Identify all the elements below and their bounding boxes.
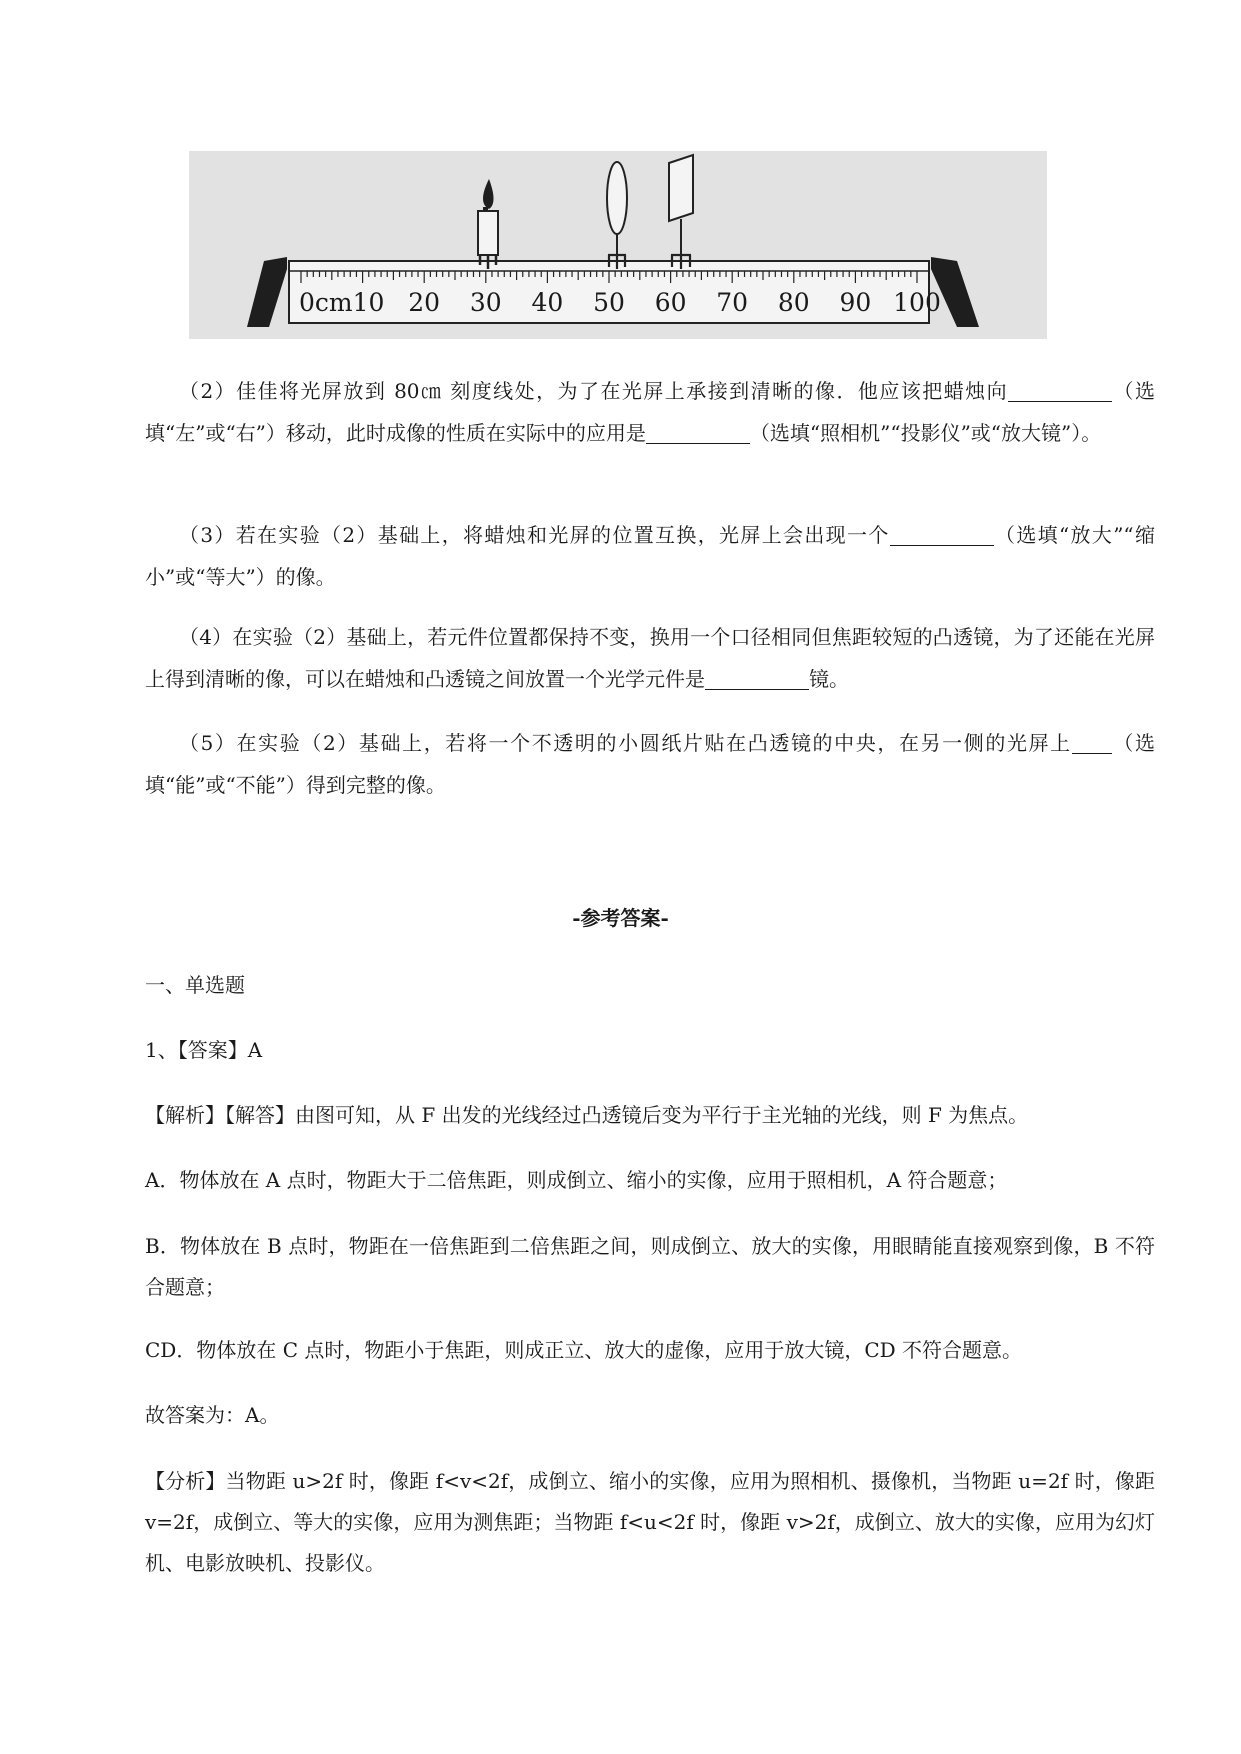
q2-text-a: （2）佳佳将光屏放到 80㎝ 刻度线处，为了在光屏上承接到清晰的像．他应该把蜡烛向 (179, 379, 1009, 403)
ruler-label: 40 (531, 288, 564, 317)
question-2 (145, 370, 1155, 454)
question-5 (145, 722, 1155, 806)
ruler-label: 90 (839, 288, 872, 317)
q4-text-b: 镜。 (809, 667, 849, 691)
q3-text-b: （选填“放大”“缩小”或“等大”）的像。 (145, 523, 1155, 589)
ruler-label: 50 (593, 288, 625, 317)
summary-text: 【分析】当物距 u>2f 时，像距 f<v<2f，成倒立、缩小的实像，应用为照相机、摄像机，当物距 u=2f 时，像距 v=2f，成倒立、等大的实像，应用为测焦距；当物距 f<u<2f 时，像距 v>2f，成倒立、放大的实像，应用为幻灯机、电影放映机、投影仪。 (145, 1469, 1155, 1575)
ruler-label: 60 (654, 288, 687, 317)
q3-text-a: （3）若在实验（2）基础上，将蜡烛和光屏的位置互换，光屏上会出现一个 (179, 523, 890, 547)
ruler-label: 0cm10 (299, 288, 385, 317)
ruler-label: 30 (469, 288, 502, 317)
answer-item-1: 1、【答案】A (145, 1038, 263, 1062)
ruler-label: 80 (777, 288, 810, 317)
option-a-explanation: A．物体放在 A 点时，物距大于二倍焦距，则成倒立、缩小的实像，应用于照相机，A 符合题意； (145, 1168, 1008, 1192)
ruler-label: 100 (893, 288, 941, 317)
q5-blank (1072, 731, 1112, 754)
conclusion-text: 故答案为：A。 (145, 1403, 280, 1427)
option-cd-explanation: CD．物体放在 C 点时，物距小于焦距，则成正立、放大的虚像，应用于放大镜，CD 不符合题意。 (145, 1338, 1023, 1362)
q2-blank-2 (646, 421, 750, 444)
answers-heading: -参考答案- (572, 906, 669, 930)
section-title: 一、单选题 (145, 973, 245, 997)
q2-text-b: （选填“左”或“右”）移动，此时成像的性质在实际中的应用是 (145, 379, 1156, 445)
q2-text-c: （选填“照相机”“投影仪”或“放大镜”）。 (749, 421, 1102, 445)
ruler-label: 20 (408, 288, 441, 317)
option-b-explanation: B．物体放在 B 点时，物距在一倍焦距到二倍焦距之间，则成倒立、放大的实像，用眼睛能直接观察到像，B 不符合题意； (145, 1234, 1155, 1299)
ruler-label: 70 (716, 288, 749, 317)
q5-text-b: （选填“能”或“不能”）得到完整的像。 (145, 731, 1156, 797)
question-4 (145, 616, 1155, 700)
q4-text-a: （4）在实验（2）基础上，若元件位置都保持不变，换用一个口径相同但焦距较短的凸透镜，为了还能在光屏上得到清晰的像，可以在蜡烛和凸透镜之间放置一个光学元件是 (145, 625, 1155, 691)
analysis-text: 【解析】【解答】由图可知，从 F 出发的光线经过凸透镜后变为平行于主光轴的光线，则 F 为焦点。 (145, 1103, 1029, 1127)
question-3 (145, 514, 1155, 598)
q3-blank (890, 523, 994, 546)
optical-bench-illustration (189, 151, 1047, 339)
optical-bench-figure (189, 151, 1047, 339)
q2-blank-1 (1008, 379, 1112, 402)
q4-blank (705, 667, 809, 690)
q5-text-a: （5）在实验（2）基础上，若将一个不透明的小圆纸片贴在凸透镜的中央，在另一侧的光屏上 (179, 731, 1072, 755)
